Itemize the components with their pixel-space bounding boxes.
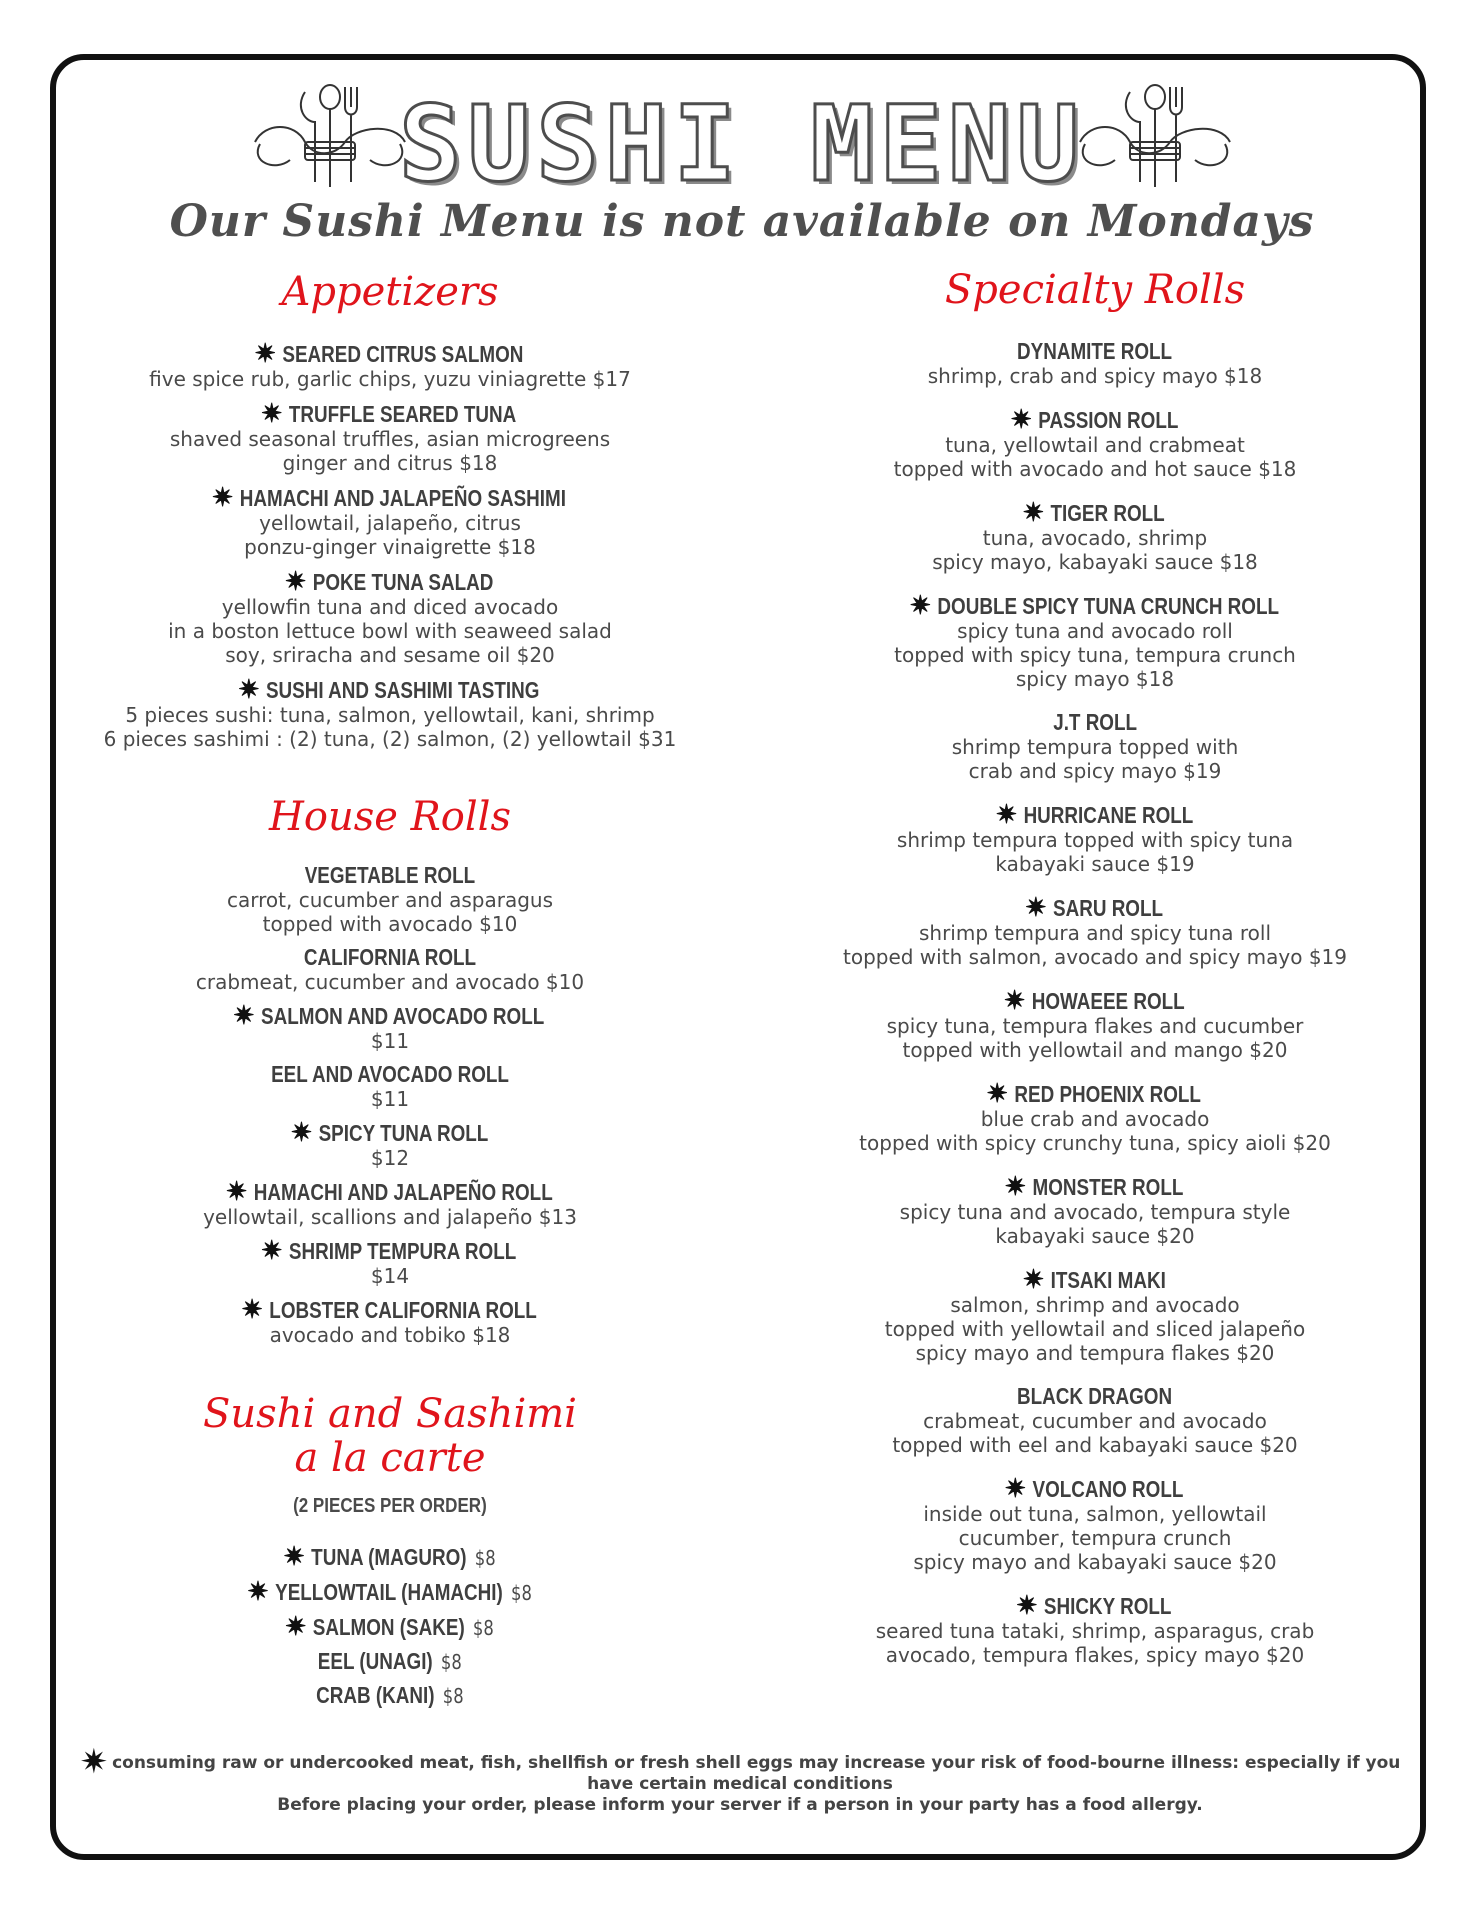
description-line: topped with avocado and hot sauce $18	[893, 457, 1297, 481]
item-name-text: SALMON AND AVOCADO ROLL	[261, 1003, 545, 1029]
menu-item	[90, 1178, 690, 1229]
appetizers-heading: Appetizers	[281, 269, 499, 315]
item-name	[214, 484, 566, 511]
description-line: topped with eel and kabayaki sauce $20	[892, 1433, 1298, 1457]
appetizers-list	[90, 340, 690, 760]
menu-item	[770, 1475, 1420, 1574]
menu-item	[770, 894, 1420, 969]
item-price: $8	[441, 1650, 462, 1674]
starburst-icon: ✷	[1022, 1264, 1044, 1294]
item-description	[90, 1264, 690, 1288]
item-name	[243, 1296, 537, 1323]
menu-item	[90, 484, 690, 559]
description-line: soy, sriracha and sesame oil $20	[225, 643, 555, 667]
description-line: salmon, shrimp and avocado	[950, 1293, 1240, 1317]
item-name	[1053, 709, 1137, 735]
item-name	[1024, 1266, 1165, 1293]
starburst-icon: ✷	[1003, 985, 1026, 1015]
description-line: shrimp tempura topped with	[951, 735, 1239, 759]
a-la-carte-heading-line2: a la carte	[294, 1435, 486, 1481]
a-la-carte-list	[90, 1543, 690, 1716]
item-description	[770, 1502, 1420, 1574]
item-description	[90, 427, 690, 475]
item-name-text: J.T ROLL	[1053, 709, 1137, 735]
item-name-text: RED PHOENIX ROLL	[1014, 1081, 1202, 1107]
a-la-carte-item	[90, 1543, 690, 1571]
item-name	[1017, 338, 1172, 364]
description-line: crabmeat, cucumber and avocado	[923, 1409, 1267, 1433]
description-line: kabayaki sauce $20	[995, 1224, 1195, 1248]
description-line: inside out tuna, salmon, yellowtail	[923, 1502, 1267, 1526]
item-description	[90, 703, 690, 751]
item-name-text: VEGETABLE ROLL	[304, 862, 476, 888]
menu-item	[90, 340, 690, 391]
description-line: crabmeat, cucumber and avocado $10	[195, 970, 585, 994]
footer-disclaimer	[70, 1742, 1410, 1816]
item-name-text: MONSTER ROLL	[1032, 1174, 1184, 1200]
menu-item	[770, 1173, 1420, 1248]
description-line: shrimp, crab and spicy mayo $18	[927, 364, 1263, 388]
item-name-text: CRAB (KANI)	[316, 1682, 435, 1708]
item-name-text: SHRIMP TEMPURA ROLL	[289, 1238, 517, 1264]
item-name-text: TIGER ROLL	[1050, 500, 1166, 526]
description-line: shrimp tempura and spicy tuna roll	[918, 921, 1272, 945]
item-description	[770, 1014, 1420, 1062]
description-line: seared tuna tataki, shrimp, asparagus, crab	[875, 1619, 1315, 1643]
item-name-text: VOLCANO ROLL	[1032, 1476, 1184, 1502]
monday-notice: Our Sushi Menu is not available on Mondays	[169, 196, 1315, 247]
menu-item	[770, 709, 1420, 783]
item-description	[90, 1087, 690, 1111]
menu-item	[770, 406, 1420, 481]
item-name-text: LOBSTER CALIFORNIA ROLL	[269, 1297, 537, 1323]
item-name	[1025, 499, 1165, 526]
menu-item	[90, 400, 690, 475]
raw-food-warning: consuming raw or undercooked meat, fish, shellfish or fresh shell eggs may increase your risk of food-bourne illness: especially if you	[112, 1753, 1401, 1773]
description-line: cucumber, tempura crunch	[958, 1526, 1232, 1550]
starburst-icon: ✷	[1025, 892, 1047, 922]
item-description	[770, 433, 1420, 481]
menu-item	[90, 676, 690, 751]
item-description	[90, 1323, 690, 1347]
description-line: shaved seasonal truffles, asian microgreens	[169, 427, 611, 451]
house-rolls-heading: House Rolls	[269, 794, 511, 840]
description-line: topped with spicy tuna, tempura crunch	[894, 643, 1296, 667]
item-name	[256, 340, 523, 367]
item-name	[318, 1648, 462, 1675]
item-description	[770, 619, 1420, 691]
description-line: topped with salmon, avocado and spicy mayo $19	[842, 945, 1347, 969]
menu-item	[90, 862, 690, 936]
description-line: $11	[370, 1029, 410, 1053]
description-line: topped with avocado $10	[262, 912, 518, 936]
starburst-icon: ✷	[290, 1117, 312, 1147]
starburst-icon: ✷	[79, 1742, 109, 1782]
description-line: $14	[370, 1264, 410, 1288]
menu-item	[90, 568, 690, 667]
item-name-text: SUSHI AND SASHIMI TASTING	[266, 677, 540, 703]
menu-item	[90, 1237, 690, 1288]
item-description	[90, 1029, 690, 1053]
item-price: $8	[510, 1581, 532, 1605]
description-line: spicy tuna, tempura flakes and cucumber	[886, 1014, 1304, 1038]
starburst-icon: ✷	[284, 566, 307, 596]
menu-item	[770, 1592, 1420, 1667]
menu-item	[770, 1266, 1420, 1365]
item-name-text: DOUBLE SPICY TUNA CRUNCH ROLL	[937, 593, 1279, 619]
house-rolls-list	[90, 862, 690, 1355]
item-name-text: SALMON (SAKE)	[312, 1614, 465, 1640]
menu-item	[770, 1080, 1420, 1155]
description-line: spicy mayo, kabayaki sauce $18	[932, 550, 1258, 574]
item-name	[997, 801, 1193, 828]
starburst-icon: ✷	[284, 1611, 307, 1641]
starburst-icon: ✷	[241, 1294, 263, 1324]
menu-item	[770, 801, 1420, 876]
item-description	[90, 367, 690, 391]
item-name	[304, 944, 476, 970]
item-description	[770, 735, 1420, 783]
item-name-text: PASSION ROLL	[1037, 407, 1179, 433]
item-name-text: HURRICANE ROLL	[1023, 802, 1193, 828]
menu-item	[90, 1002, 690, 1053]
starburst-icon: ✷	[1023, 497, 1045, 527]
starburst-icon: ✷	[254, 338, 277, 368]
description-line: in a boston lettuce bowl with seaweed salad	[168, 619, 612, 643]
item-price: $8	[472, 1616, 494, 1640]
item-name-text: YELLOWTAIL (HAMACHI)	[274, 1579, 503, 1605]
description-line: topped with spicy crunchy tuna, spicy aioli $20	[859, 1131, 1331, 1155]
item-description	[770, 1200, 1420, 1248]
item-description	[770, 364, 1420, 388]
description-line: ponzu-ginger vinaigrette $18	[244, 535, 536, 559]
description-line: avocado, tempura flakes, spicy mayo $20	[885, 1643, 1305, 1667]
item-name	[1012, 406, 1178, 433]
starburst-icon: ✷	[986, 1078, 1009, 1108]
starburst-icon: ✷	[909, 590, 931, 620]
specialty-rolls-heading: Specialty Rolls	[944, 267, 1246, 313]
description-line: tuna, avocado, shrimp	[982, 526, 1208, 550]
description-line: topped with yellowtail and sliced jalapeño	[884, 1317, 1306, 1341]
starburst-icon: ✷	[261, 1235, 283, 1265]
description-line: spicy tuna and avocado, tempura style	[899, 1200, 1291, 1224]
description-line: spicy mayo and kabayaki sauce $20	[913, 1550, 1277, 1574]
specialty-rolls-list	[770, 338, 1420, 1685]
description-line: ginger and citrus $18	[282, 451, 498, 475]
a-la-carte-item	[90, 1648, 690, 1675]
menu-item	[90, 1296, 690, 1347]
starburst-icon: ✷	[1010, 404, 1032, 434]
item-name	[305, 862, 475, 888]
item-name	[1004, 1171, 1184, 1201]
item-description	[90, 888, 690, 936]
description-line: shrimp tempura topped with spicy tuna	[896, 828, 1294, 852]
starburst-icon: ✷	[261, 398, 283, 428]
description-line: carrot, cucumber and asparagus	[227, 888, 553, 912]
page-title: SUSHI MENU	[398, 83, 1086, 205]
item-name-text: EEL AND AVOCADO ROLL	[271, 1061, 509, 1087]
item-price: $8	[442, 1684, 464, 1708]
menu-item	[90, 1061, 690, 1111]
item-name-text: DYNAMITE ROLL	[1017, 338, 1173, 364]
item-name-text: BLACK DRAGON	[1017, 1383, 1173, 1409]
item-name-text: TUNA (MAGURO)	[310, 1544, 467, 1570]
item-description	[770, 1409, 1420, 1457]
item-name	[282, 1541, 496, 1571]
item-description	[90, 1205, 690, 1229]
item-name-text: SPICY TUNA ROLL	[318, 1120, 488, 1146]
item-name	[1018, 1592, 1172, 1619]
menu-item	[770, 592, 1420, 691]
a-la-carte-item	[90, 1682, 690, 1709]
item-description	[770, 1107, 1420, 1155]
description-line: $12	[370, 1146, 410, 1170]
item-price: $8	[474, 1546, 496, 1570]
starburst-icon: ✷	[1004, 1473, 1027, 1503]
starburst-icon: ✷	[246, 1576, 269, 1606]
item-name	[911, 592, 1279, 619]
starburst-icon: ✷	[225, 1176, 248, 1206]
menu-item	[770, 1383, 1420, 1457]
description-line: avocado and tobiko $18	[269, 1323, 511, 1347]
item-description	[770, 1293, 1420, 1365]
item-name	[1004, 1473, 1184, 1503]
item-name	[1017, 1383, 1172, 1409]
item-description	[770, 1619, 1420, 1667]
menu-item	[90, 1119, 690, 1170]
item-name-text: ITSAKI MAKI	[1050, 1267, 1166, 1293]
item-name-text: HAMACHI AND JALAPEÑO SASHIMI	[239, 485, 567, 511]
menu-item	[770, 499, 1420, 574]
item-description	[90, 970, 690, 994]
description-line: 5 pieces sushi: tuna, salmon, yellowtail, kani, shrimp	[125, 703, 655, 727]
item-name-text: SEARED CITRUS SALMON	[282, 341, 524, 367]
a-la-carte-subtitle-wrap	[90, 1495, 690, 1518]
starburst-icon: ✷	[1016, 1590, 1038, 1620]
a-la-carte-subtitle: (2 PIECES PER ORDER)	[293, 1495, 487, 1517]
description-line: yellowtail, scallions and jalapeño $13	[203, 1205, 577, 1229]
item-name-text: CALIFORNIA ROLL	[303, 944, 477, 970]
a-la-carte-heading-line1: Sushi and Sashimi	[203, 1391, 577, 1437]
item-description	[770, 526, 1420, 574]
description-line: yellowfin tuna and diced avocado	[221, 595, 559, 619]
item-name	[263, 1237, 516, 1264]
description-line: $11	[370, 1087, 410, 1111]
starburst-icon: ✷	[233, 1000, 255, 1030]
description-line: spicy mayo and tempura flakes $20	[915, 1341, 1275, 1365]
description-line: spicy tuna and avocado roll	[957, 619, 1233, 643]
item-name	[271, 1061, 509, 1087]
a-la-carte-heading	[90, 1392, 690, 1480]
item-description	[90, 595, 690, 667]
item-name-text: POKE TUNA SALAD	[312, 569, 494, 595]
item-name	[240, 676, 540, 703]
description-line: blue crab and avocado	[980, 1107, 1210, 1131]
item-description	[90, 1146, 690, 1170]
starburst-icon: ✷	[282, 1541, 305, 1571]
item-name	[235, 1002, 544, 1029]
description-line: topped with yellowtail and mango $20	[902, 1038, 1288, 1062]
item-name-text: HAMACHI AND JALAPEÑO ROLL	[253, 1179, 553, 1205]
menu-item	[90, 944, 690, 994]
description-line: spicy mayo $18	[1015, 667, 1175, 691]
item-name-text: SARU ROLL	[1053, 895, 1164, 921]
item-name-text: EEL (UNAGI)	[318, 1648, 433, 1674]
starburst-icon: ✷	[238, 674, 260, 704]
item-name	[263, 400, 516, 427]
description-line: tuna, yellowtail and crabmeat	[945, 433, 1245, 457]
starburst-icon: ✷	[1004, 1171, 1027, 1201]
item-description	[770, 921, 1420, 969]
item-name	[284, 566, 494, 596]
item-description	[770, 828, 1420, 876]
item-name	[1005, 987, 1184, 1014]
item-description	[90, 511, 690, 559]
description-line: five spice rub, garlic chips, yuzu viniagrette $17	[149, 367, 631, 391]
raw-food-warning-cont: have certain medical conditions	[587, 1774, 893, 1794]
menu-item	[770, 338, 1420, 388]
item-name	[986, 1078, 1202, 1108]
item-name-text: TRUFFLE SEARED TUNA	[289, 401, 517, 427]
starburst-icon: ✷	[212, 482, 234, 512]
item-name	[1027, 894, 1163, 921]
item-name	[246, 1576, 532, 1606]
item-name-text: HOWAEEE ROLL	[1031, 988, 1185, 1014]
item-name-text: SHICKY ROLL	[1044, 1593, 1172, 1619]
description-line: yellowtail, jalapeño, citrus	[259, 511, 521, 535]
a-la-carte-item	[90, 1613, 690, 1641]
starburst-icon: ✷	[995, 799, 1017, 829]
item-name	[286, 1613, 493, 1641]
description-line: 6 pieces sashimi : (2) tuna, (2) salmon, (2) yellowtail $31	[103, 727, 677, 751]
item-name	[227, 1178, 552, 1205]
item-name	[292, 1119, 488, 1146]
menu-item	[770, 987, 1420, 1062]
a-la-carte-item	[90, 1578, 690, 1606]
item-name	[316, 1682, 463, 1709]
description-line: crab and spicy mayo $19	[968, 759, 1222, 783]
allergy-notice: Before placing your order, please inform your server if a person in your party has a food allergy.	[277, 1795, 1203, 1815]
description-line: kabayaki sauce $19	[995, 852, 1195, 876]
